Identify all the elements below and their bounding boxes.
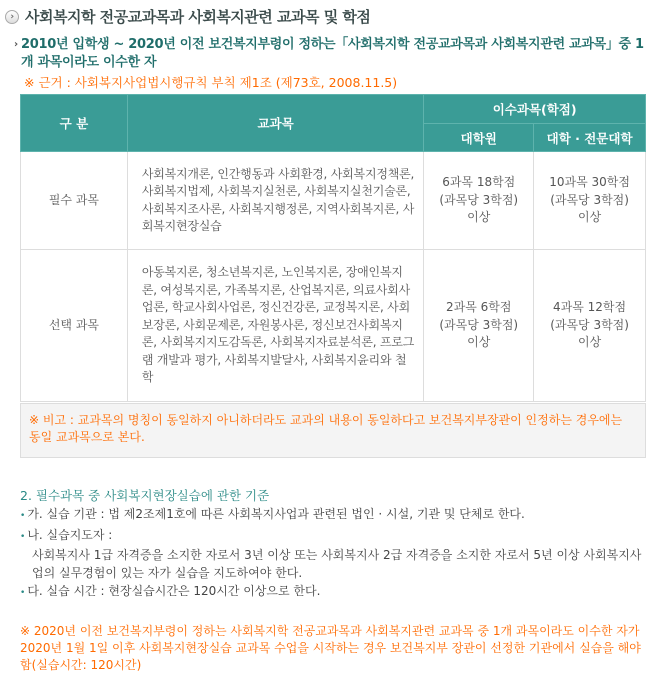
header-grad: 대학원 bbox=[424, 124, 534, 152]
grad-credits: 2과목 6학점 bbox=[446, 300, 512, 315]
item-detail: 사회복지사 1급 자격증을 소지한 자로서 3년 이상 또는 사회복지사 2급 자격증을 소지한 자로서 5년 이상 사회복지사업의 실무경험이 있는 자가 실습을 지도하여야 한다. bbox=[32, 548, 642, 580]
row-univ bbox=[534, 250, 646, 402]
header-category: 구 분 bbox=[21, 95, 128, 152]
item-text: 다. 실습 시간 : 현장실습시간은 120시간 이상으로 한다. bbox=[27, 584, 321, 598]
header-univ: 대학 · 전문대학 bbox=[534, 124, 646, 152]
chevron-right-circle-icon: › bbox=[5, 10, 19, 24]
univ-min: 이상 bbox=[577, 335, 602, 350]
univ-credits: 10과목 30학점 bbox=[549, 175, 630, 190]
row-category: 선택 과목 bbox=[21, 250, 128, 402]
page-title bbox=[5, 6, 370, 27]
header-required: 이수과목(학점) bbox=[424, 95, 646, 124]
list-item bbox=[20, 505, 525, 525]
grad-per: (과목당 3학점) bbox=[439, 192, 519, 207]
row-subjects: 아동복지론, 청소년복지론, 노인복지론, 장애인복지론, 여성복지론, 가족복지론, 산업복지론, 의료사회사업론, 학교사회사업론, 정신건강론, 교정복지론, 사회보장론, 사회문제론, 자원봉사론, 정신보건사회복지론, 사회복지지도감독론, 사회복지자료분석론, 프로그램 개발과 평가, 사회복지발달사, 사회복지윤리와 철학 bbox=[127, 250, 424, 402]
basis-note: ※ 근거 : 사회복지사업법시행규칙 부칙 제1조 (제73호, 2008.11.5) bbox=[24, 75, 398, 90]
list-item bbox=[20, 582, 320, 602]
bullet-icon: • bbox=[20, 511, 26, 521]
caret-icon: › bbox=[14, 39, 19, 50]
row-univ bbox=[534, 152, 646, 250]
item-text: 나. 실습지도자 : bbox=[27, 528, 113, 542]
row-category: 필수 과목 bbox=[21, 152, 128, 250]
section2-heading: 2. 필수과목 중 사회복지현장실습에 관한 기준 bbox=[20, 488, 270, 503]
page-title-text: 사회복지학 전공교과목과 사회복지관련 교과목 및 학점 bbox=[25, 8, 371, 26]
bullet-icon: • bbox=[20, 588, 26, 598]
header-subjects: 교과목 bbox=[127, 95, 424, 152]
remark-box: ※ 비고 : 교과목의 명칭이 동일하지 아니하더라도 교과의 내용이 동일하다고 보건복지부장관이 인정하는 경우에는 동일 교과목으로 본다. bbox=[20, 403, 646, 458]
table-row bbox=[21, 250, 646, 402]
univ-min: 이상 bbox=[577, 210, 602, 225]
warning-note: ※ 2020년 이전 보건복지부령이 정하는 사회복지학 전공교과목과 사회복지관련 교과목 중 1개 과목이라도 이수한 자가 2020년 1월 1일 이후 사회복지현장실습 교과목 수업을 시작하는 경우 보건복지부 장관이 선정한 기관에서 실습을 해야함(실습시간: 120시간) bbox=[20, 624, 641, 672]
subtitle bbox=[14, 36, 650, 72]
bullet-icon: • bbox=[20, 532, 26, 542]
row-subjects: 사회복지개론, 인간행동과 사회환경, 사회복지정책론, 사회복지법제, 사회복지실천론, 사회복지실천기술론, 사회복지조사론, 사회복지행정론, 지역사회복지론, 사회복지현장실습 bbox=[127, 152, 424, 250]
row-grad bbox=[424, 250, 534, 402]
univ-credits: 4과목 12학점 bbox=[553, 300, 627, 315]
curriculum-table bbox=[20, 94, 646, 402]
grad-per: (과목당 3학점) bbox=[439, 317, 519, 332]
table-row bbox=[21, 152, 646, 250]
univ-per: (과목당 3학점) bbox=[550, 192, 629, 207]
univ-per: (과목당 3학점) bbox=[550, 317, 629, 332]
grad-min: 이상 bbox=[467, 335, 491, 350]
grad-credits: 6과목 18학점 bbox=[442, 175, 516, 190]
item-text: 가. 실습 기관 : 법 제2조제1호에 따른 사회복지사업과 관련된 법인 · 시설, 기관 및 단체로 한다. bbox=[27, 507, 525, 521]
list-item bbox=[20, 526, 646, 582]
row-grad bbox=[424, 152, 534, 250]
grad-min: 이상 bbox=[467, 210, 491, 225]
subtitle-text: 2010년 입학생 ~ 2020년 이전 보건복지부령이 정하는「사회복지학 전공교과목과 사회복지관련 교과목」중 1개 과목이라도 이수한 자 bbox=[21, 37, 644, 70]
